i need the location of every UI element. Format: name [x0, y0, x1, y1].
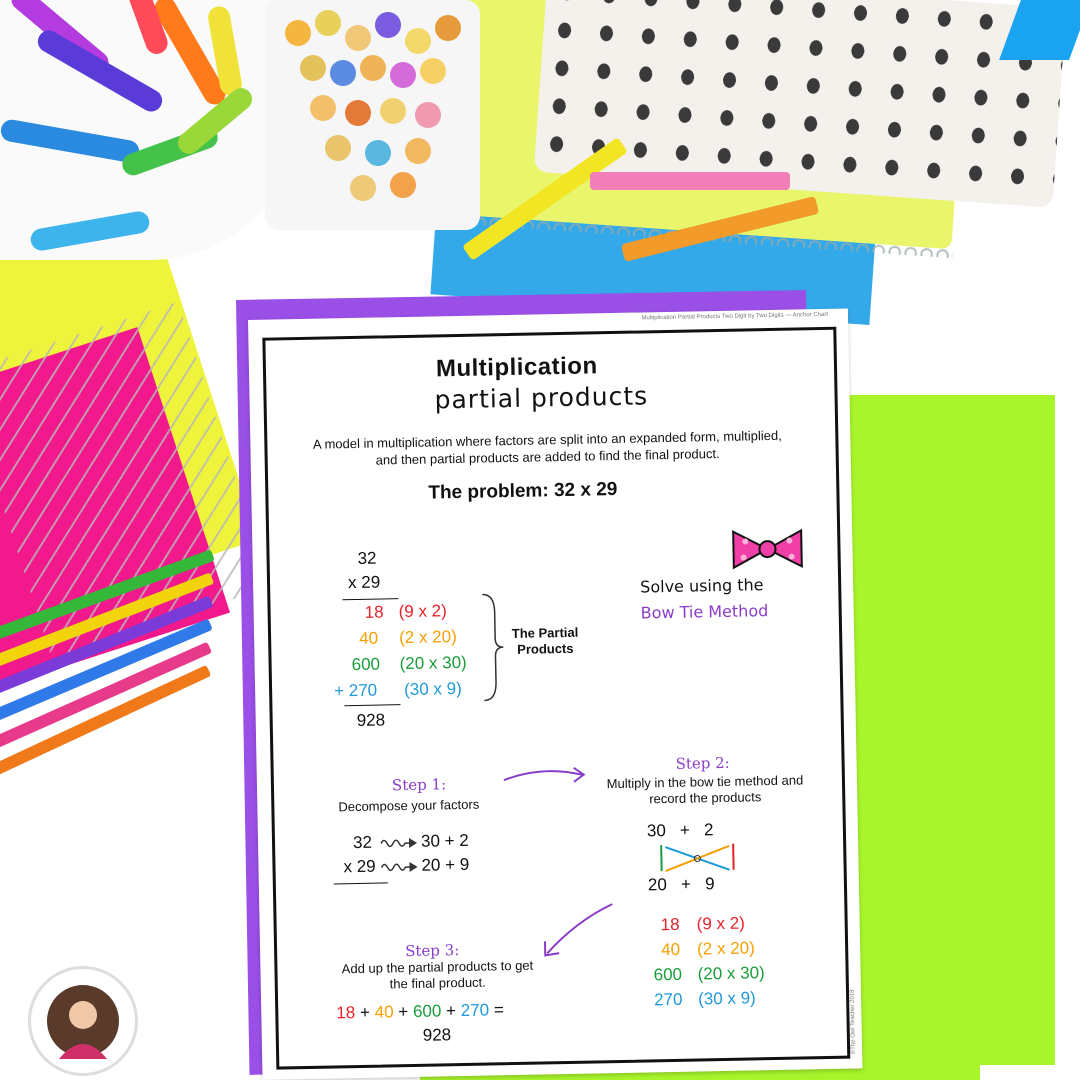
algorithm-product-2: 40 — [358, 628, 379, 648]
side-credit: ©The Owl Teacher 2018 — [849, 989, 858, 1055]
squiggle-arrow-icon — [379, 860, 419, 875]
step-1-factor-1: 32 — [352, 832, 373, 853]
logo-badge — [31, 969, 135, 1073]
bow-tie-line-1: Solve using the — [640, 575, 764, 597]
partial-products-brace — [480, 592, 506, 702]
step-1-text: Decompose your factors — [338, 796, 480, 815]
sum-plus: + — [398, 1002, 409, 1022]
algorithm-expr-1: (9 x 2) — [398, 601, 447, 622]
step-2-expr-1: (9 x 2) — [696, 913, 746, 934]
algorithm-sum-line — [344, 704, 400, 706]
page-border — [262, 327, 858, 1070]
algorithm-expr-4: (30 x 9) — [403, 678, 462, 700]
step-2-product-3: 600 — [653, 964, 683, 985]
algorithm-product-3: 600 — [351, 654, 381, 675]
description: A model in multiplication where factors are split into an expanded form, multiplied, and then partial products are added to find the final product. — [312, 427, 782, 468]
step-1-title: Step 1: — [391, 775, 447, 795]
sum-term-600: 600 — [412, 1001, 442, 1021]
sum-plus: + — [445, 1001, 457, 1021]
step-2-product-4: 270 — [653, 989, 683, 1010]
anchor-chart-page — [248, 308, 862, 1079]
step-3-text: Add up the partial products to get the final product. — [341, 957, 534, 992]
step-3-title: Step 3: — [404, 941, 460, 961]
bow-tie-icon — [729, 526, 806, 571]
bow-tie-top-factors: 30 + 2 — [646, 820, 714, 841]
bow-tie-line-2: Bow Tie Method — [640, 601, 769, 623]
brace-label: The Partial Products — [511, 624, 579, 657]
colored-pencil-cup — [265, 0, 480, 230]
step-arrow-2-to-3 — [536, 900, 617, 962]
lime-paper — [830, 395, 1055, 1065]
step-2-expr-3: (20 x 30) — [697, 963, 765, 984]
step-2-product-2: 40 — [660, 939, 681, 960]
marker — [29, 210, 151, 253]
squiggle-arrow-icon — [379, 836, 419, 851]
step-1-underline — [334, 882, 388, 884]
title-line-2: partial products — [434, 381, 649, 415]
problem-statement — [428, 479, 617, 505]
title-line-1: Multiplication — [435, 352, 598, 383]
bow-tie-bottom-factors: 20 + 9 — [647, 874, 715, 895]
owl-teacher-logo — [28, 966, 138, 1076]
step-2-expr-2: (2 x 20) — [696, 938, 755, 959]
algorithm-total: 928 — [356, 710, 386, 730]
step-2-product-1: 18 — [660, 914, 680, 935]
problem-value: 32 x 29 — [553, 478, 618, 502]
algorithm-product-1: 18 — [364, 602, 384, 622]
step-1-expanded-2: 20 + 9 — [421, 854, 470, 875]
marker-cup — [0, 0, 300, 260]
header-credit: Multiplication Partial Products Two Digit by Two Digits — Anchor Chart — [641, 311, 829, 322]
step-3-sum — [336, 1000, 504, 1023]
sum-term-18: 18 — [336, 1003, 356, 1023]
step-2-expr-4: (30 x 9) — [697, 988, 756, 1009]
marker — [0, 118, 141, 164]
algorithm-expr-2: (2 x 20) — [398, 627, 457, 648]
problem-label: The problem: — [428, 480, 549, 504]
step-2-title: Step 2: — [675, 753, 730, 773]
algorithm-factor: x 29 — [347, 572, 381, 593]
step-3-result: 928 — [422, 1025, 452, 1045]
algorithm-product-4: + 270 — [333, 680, 378, 701]
algorithm-top: 32 — [357, 548, 377, 568]
algorithm-line — [342, 598, 398, 600]
sum-equals: = — [493, 1000, 504, 1020]
step-1-factor-2: x 29 — [343, 856, 376, 877]
algorithm-expr-3: (20 x 30) — [399, 652, 467, 674]
pink-crayon — [590, 172, 790, 190]
step-arrow-1-to-2 — [502, 763, 590, 789]
bow-tie-diagram — [655, 840, 740, 876]
sum-term-270: 270 — [460, 1000, 490, 1021]
sum-plus: + — [359, 1002, 371, 1022]
sum-term-40: 40 — [374, 1002, 394, 1022]
step-2-text: Multiply in the bow tie method and record the products — [606, 772, 804, 807]
step-1-expanded-1: 30 + 2 — [420, 830, 469, 851]
